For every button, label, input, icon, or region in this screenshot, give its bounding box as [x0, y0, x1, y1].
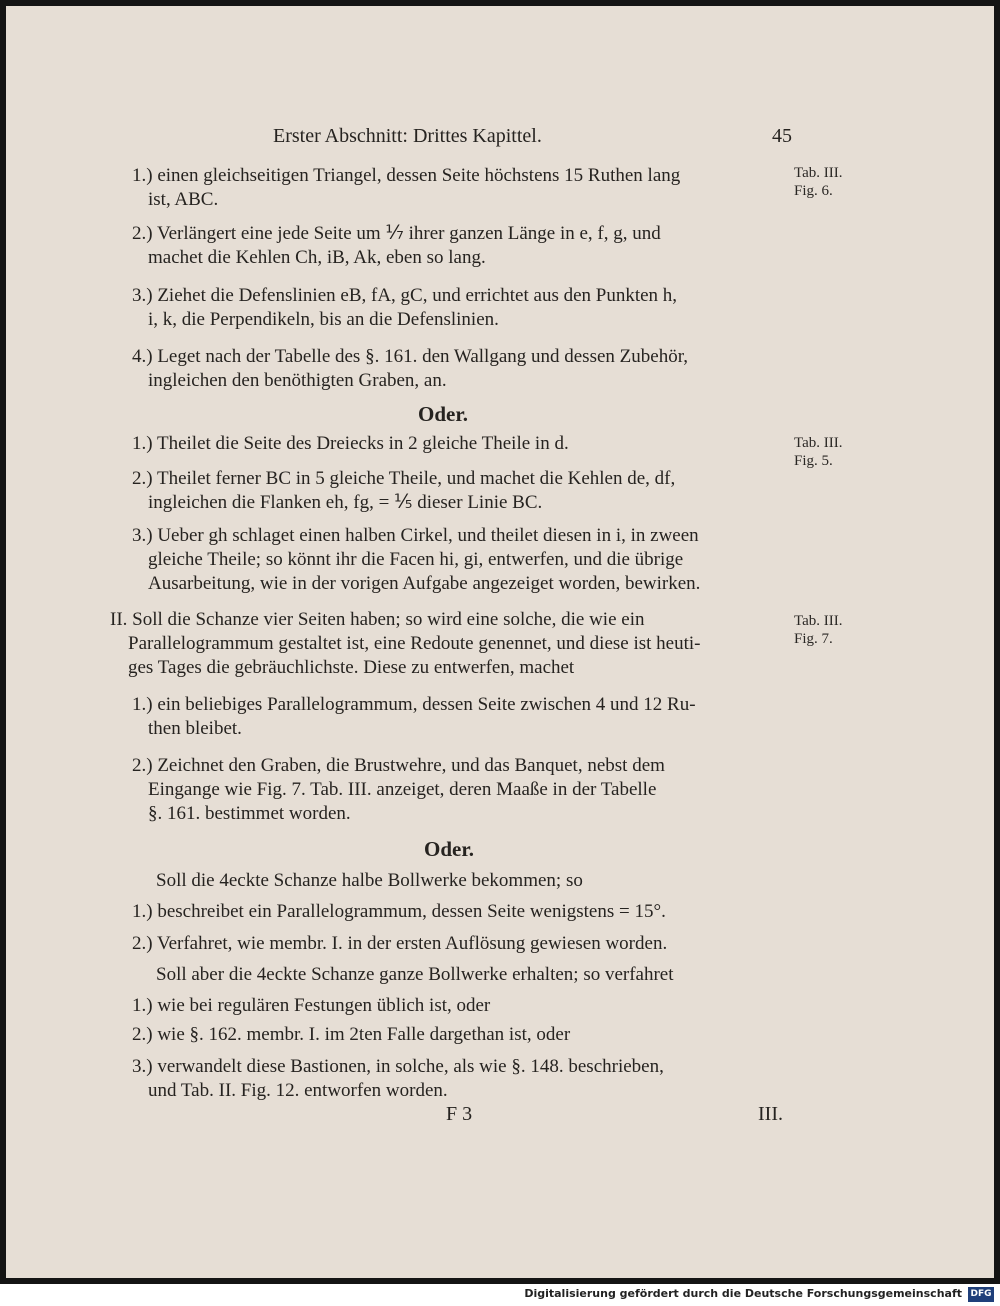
running-title: Erster Abschnitt: Drittes Kapittel. [273, 125, 542, 147]
credit-text: Digitalisierung gefördert durch die Deutsche Forschungsgemeinschaft [524, 1287, 962, 1300]
text-line: 4.) Leget nach der Tabelle des §. 161. den Wallgang und dessen Zubehör, [132, 346, 689, 367]
margin-note: Fig. 6. [794, 183, 833, 199]
text-line: ingleichen den benöthigten Graben, an. [148, 370, 447, 391]
text-line: ingleichen die Flanken eh, fg, = ⅕ dieser Linie BC. [148, 492, 543, 513]
text-line: Parallelogrammum gestaltet ist, eine Redoute genennet, und diese ist heuti- [128, 633, 701, 654]
text-line: 3.) Ziehet die Defenslinien eB, fA, gC, und errichtet aus den Punkten h, [132, 285, 678, 306]
margin-note: Tab. III. [794, 435, 843, 451]
text-line: i, k, die Perpendikeln, bis an die Defenslinien. [148, 309, 499, 330]
page-number: 45 [772, 125, 792, 147]
text-line: §. 161. bestimmet worden. [148, 803, 351, 824]
text-line: 3.) verwandelt diese Bastionen, in solche, als wie §. 148. beschrieben, [132, 1056, 664, 1077]
text-line: 1.) einen gleichseitigen Triangel, dessen Seite höchstens 15 Ruthen lang [132, 165, 681, 186]
text-line: then bleibet. [148, 718, 242, 739]
section-heading: Oder. [418, 402, 468, 426]
text-line: 2.) Verfahret, wie membr. I. in der ersten Auflösung gewiesen worden. [132, 933, 668, 954]
margin-note: Tab. III. [794, 613, 843, 629]
text-line: ist, ABC. [148, 189, 219, 210]
text-line: Soll die 4eckte Schanze halbe Bollwerke bekommen; so [156, 870, 583, 891]
text-line: 2.) Zeichnet den Graben, die Brustwehre, und das Banquet, nebst dem [132, 755, 665, 776]
section-heading: Oder. [424, 837, 474, 861]
text-line: II. Soll die Schanze vier Seiten haben; so wird eine solche, die wie ein [110, 609, 645, 630]
text-line: Eingange wie Fig. 7. Tab. III. anzeiget, deren Maaße in der Tabelle [148, 779, 657, 800]
text-line: 2.) wie §. 162. membr. I. im 2ten Falle dargethan ist, oder [132, 1024, 571, 1045]
text-line: ges Tages die gebräuchlichste. Diese zu entwerfen, machet [128, 657, 575, 678]
digitization-credit-bar [0, 1284, 1000, 1306]
text-line: 2.) Verlängert eine jede Seite um ⅐ ihrer ganzen Länge in e, f, g, und [132, 223, 661, 244]
margin-note: Fig. 7. [794, 631, 833, 647]
text-line: 3.) Ueber gh schlaget einen halben Cirkel, und theilet diesen in i, in zween [132, 525, 699, 546]
text-line: 1.) beschreibet ein Parallelogrammum, dessen Seite wenigstens = 15°. [132, 901, 666, 922]
text-line: machet die Kehlen Ch, iB, Ak, eben so lang. [148, 247, 486, 268]
text-line: Ausarbeitung, wie in der vorigen Aufgabe angezeiget worden, bewirken. [148, 573, 701, 594]
margin-note: Fig. 5. [794, 453, 833, 469]
catchword: III. [758, 1103, 783, 1125]
text-line: gleiche Theile; so könnt ihr die Facen hi, gi, entwerfen, und die übrige [148, 549, 684, 570]
scanned-page [6, 6, 994, 1278]
text-line: und Tab. II. Fig. 12. entworfen worden. [148, 1080, 448, 1101]
dfg-logo: DFG [968, 1287, 994, 1302]
signature-mark: F 3 [446, 1103, 473, 1125]
text-line: 2.) Theilet ferner BC in 5 gleiche Theile, und machet die Kehlen de, df, [132, 468, 676, 489]
text-line: 1.) Theilet die Seite des Dreiecks in 2 gleiche Theile in d. [132, 433, 569, 454]
text-line: 1.) wie bei regulären Festungen üblich ist, oder [132, 995, 491, 1016]
margin-note: Tab. III. [794, 165, 843, 181]
text-line: 1.) ein beliebiges Parallelogrammum, dessen Seite zwischen 4 und 12 Ru- [132, 694, 696, 715]
text-line: Soll aber die 4eckte Schanze ganze Bollwerke erhalten; so verfahret [156, 964, 674, 985]
